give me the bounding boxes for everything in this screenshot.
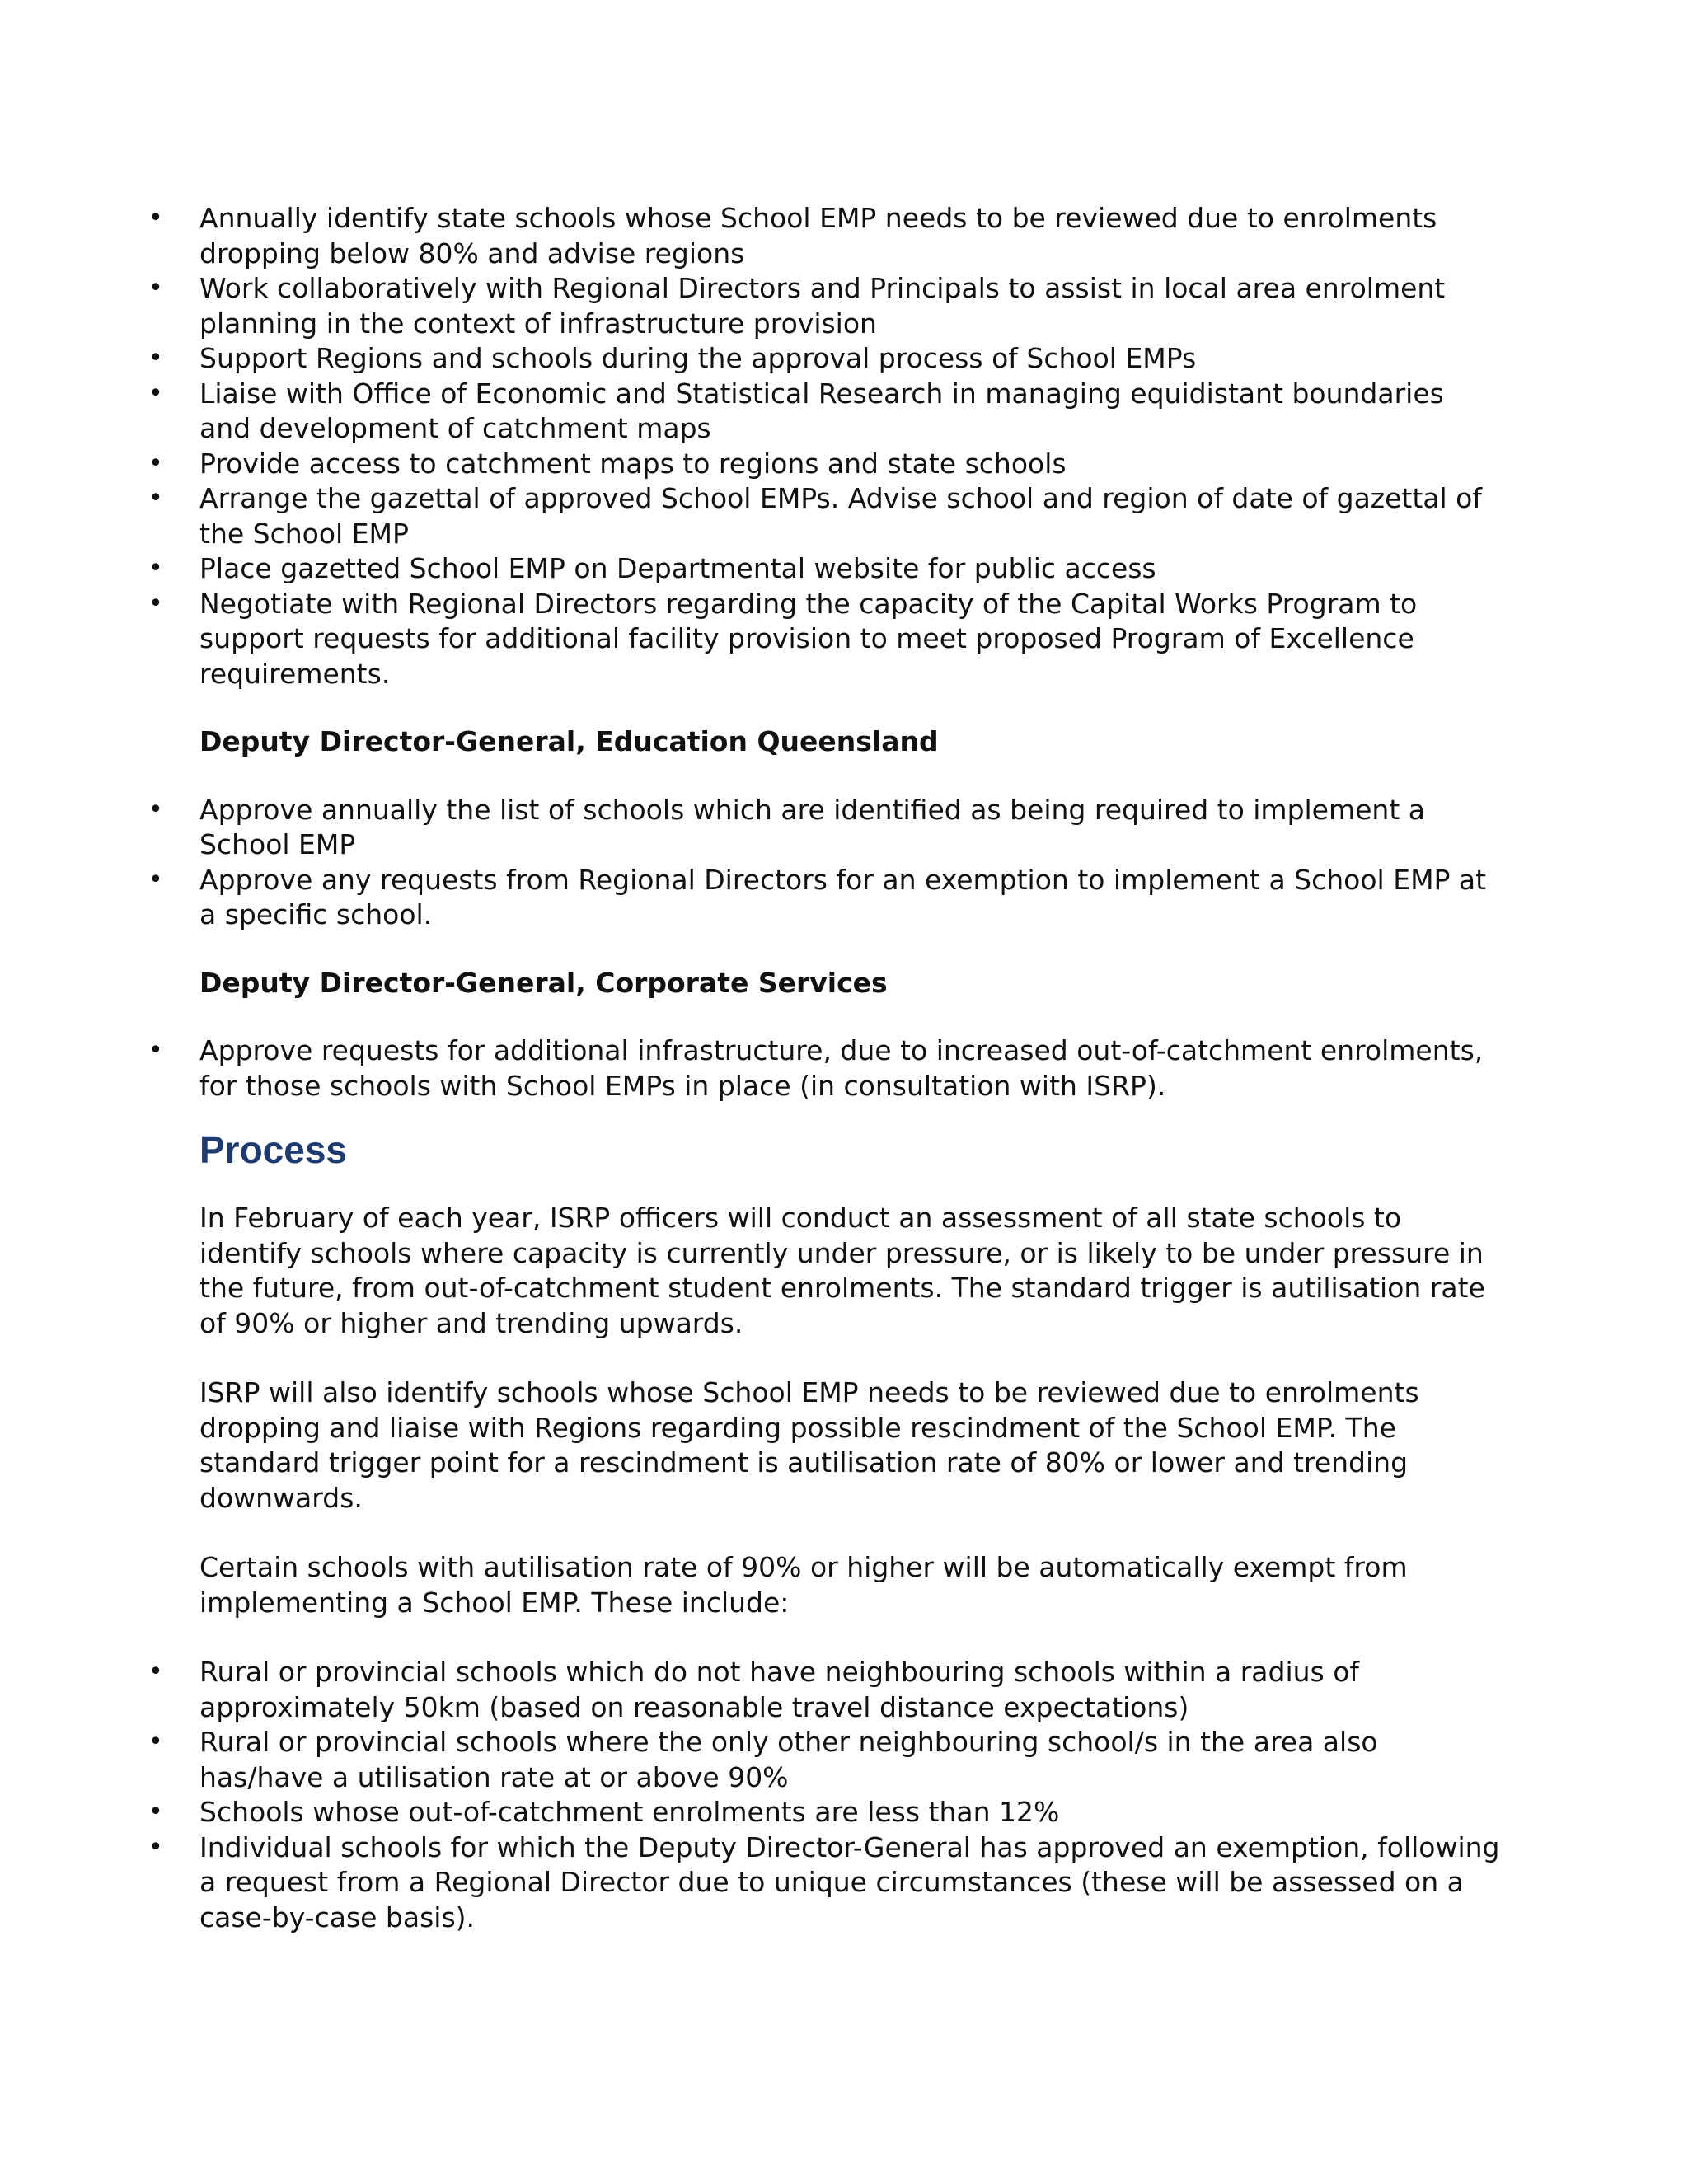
- list-item: [148, 201, 1500, 271]
- ddg-cs-list: [148, 1033, 1500, 1104]
- bullet-icon: •: [148, 448, 163, 478]
- list-item: [148, 377, 1500, 447]
- list-item: [148, 1830, 1500, 1936]
- process-paragraph: Certain schools with autilisation rate of 90% or higher will be automatically exempt from implementing a School EMP. These include:: [199, 1551, 1408, 1619]
- list-item-text: Liaise with Office of Economic and Statistical Research in managing equidistant boundaries and development of catchment maps: [199, 377, 1444, 444]
- list-item: [148, 1795, 1500, 1830]
- bullet-icon: •: [148, 378, 163, 408]
- list-item: [148, 1033, 1500, 1104]
- bullet-icon: •: [148, 1727, 163, 1756]
- process-title: Process: [199, 1128, 348, 1171]
- bullet-icon: •: [148, 344, 163, 373]
- process-paragraph: ISRP will also identify schools whose School EMP needs to be reviewed due to enrolments dropping and liaise with Regions regarding possible rescindment of the School EMP. The standard trigger point for a rescindment is autilisation rate of 80% or lower and trending downwards.: [199, 1376, 1419, 1514]
- list-item: [148, 481, 1500, 551]
- process-paragraph: In February of each year, ISRP officers will conduct an assessment of all state schools to identify schools where capacity is currently under pressure, or is likely to be under pressure in the future, from out-of-catchment student enrolments. The standard trigger is autilisation rate of 90% or higher and trending upwards.: [199, 1202, 1485, 1339]
- list-item: [148, 447, 1500, 482]
- list-item-text: Support Regions and schools during the approval process of School EMPs: [199, 342, 1197, 374]
- bullet-icon: •: [148, 554, 163, 583]
- bullet-icon: •: [148, 1797, 163, 1826]
- bullet-icon: •: [148, 1657, 163, 1686]
- document-content: [148, 201, 1500, 1935]
- list-item-text: Place gazetted School EMP on Departmental website for public access: [199, 552, 1156, 584]
- bullet-icon: •: [148, 588, 163, 618]
- list-item-text: Work collaboratively with Regional Directors and Principals to assist in local area enrolment planning in the context of infrastructure provision: [199, 272, 1446, 340]
- list-item-text: Approve requests for additional infrastructure, due to increased out-of-catchment enrolments, for those schools with School EMPs in place (in consultation with ISRP).: [199, 1034, 1484, 1102]
- list-item-text: Rural or provincial schools where the only other neighbouring school/s in the area also has/have a utilisation rate at or above 90%: [199, 1726, 1378, 1793]
- list-item-text: Individual schools for which the Deputy Director-General has approved an exemption, following a request from a Regional Director due to unique circumstances (these will be assessed on a case-by-case basis).: [199, 1830, 1500, 1933]
- list-item: [148, 793, 1500, 863]
- list-item: [148, 1655, 1500, 1725]
- responsibilities-list: [148, 201, 1500, 691]
- bullet-icon: •: [148, 1036, 163, 1065]
- list-item-text: Approve annually the list of schools which are identified as being required to implement a School EMP: [199, 793, 1425, 860]
- bullet-icon: •: [148, 484, 163, 513]
- bullet-icon: •: [148, 865, 163, 894]
- list-item: [148, 551, 1500, 587]
- bullet-icon: •: [148, 1832, 163, 1862]
- bullet-icon: •: [148, 204, 163, 232]
- list-item-text: Rural or provincial schools which do not have neighbouring schools within a radius of approximately 50km (based on reasonable travel distance expectations): [199, 1656, 1360, 1723]
- list-item-text: Provide access to catchment maps to regions and state schools: [199, 447, 1067, 480]
- list-item-text: Arrange the gazettal of approved School EMPs. Advise school and region of date of gazettal of the School EMP: [199, 482, 1482, 550]
- list-item-text: Negotiate with Regional Directors regarding the capacity of the Capital Works Program to support requests for additional facility provision to meet proposed Program of Excellence requirements.: [199, 587, 1418, 690]
- list-item-text: Approve any requests from Regional Directors for an exemption to implement a School EMP at a specific school.: [199, 863, 1487, 930]
- list-item: [148, 1725, 1500, 1795]
- list-item-text: Annually identify state schools whose School EMP needs to be reviewed due to enrolments dropping below 80% and advise regions: [199, 202, 1437, 269]
- bullet-icon: •: [148, 274, 163, 302]
- ddg-eq-heading: Deputy Director-General, Education Queensland: [199, 725, 939, 757]
- ddg-cs-heading: Deputy Director-General, Corporate Services: [199, 966, 888, 999]
- exemptions-list: [148, 1655, 1500, 1935]
- ddg-eq-list: [148, 793, 1500, 933]
- list-item: [148, 863, 1500, 933]
- bullet-icon: •: [148, 794, 163, 824]
- list-item-text: Schools whose out-of-catchment enrolments are less than 12%: [199, 1796, 1060, 1828]
- list-item: [148, 341, 1500, 377]
- list-item: [148, 587, 1500, 692]
- list-item: [148, 271, 1500, 341]
